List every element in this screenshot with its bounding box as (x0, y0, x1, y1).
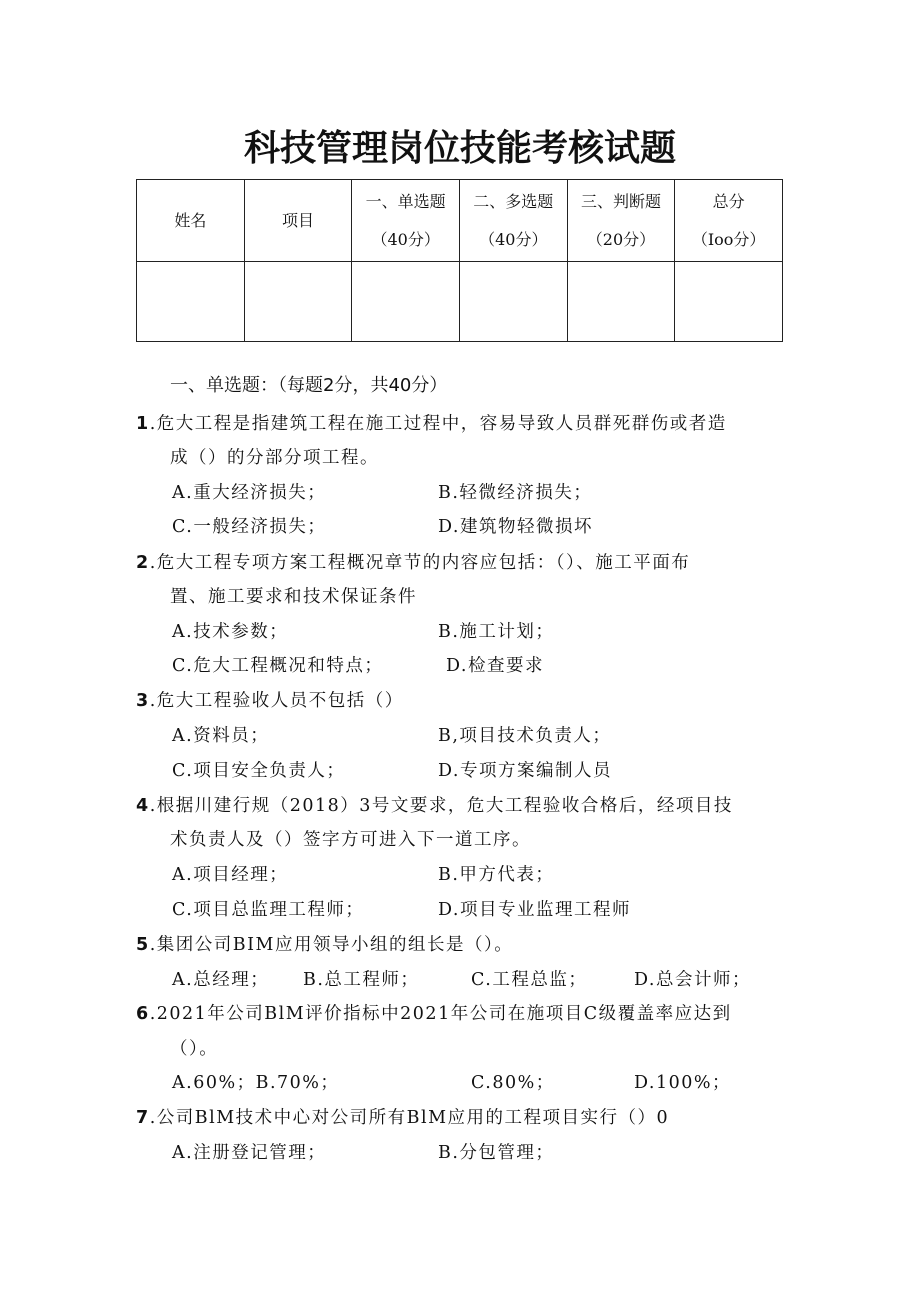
q2-option-c: C.危大工程概况和特点； (172, 656, 384, 676)
q1-option-a: A.重大经济损失； (172, 483, 327, 503)
q7-option-a: A.注册登记管理； (172, 1143, 327, 1163)
q6-option-d: D.100%； (634, 1073, 732, 1093)
header-total: 总分 （Ioo分） (675, 180, 783, 262)
q4-option-a: A.项目经理； (172, 865, 289, 885)
question-2: 2.危大工程专项方案工程概况章节的内容应包括：（）、施工平面布 (136, 553, 691, 573)
q3-option-d: D.专项方案编制人员 (438, 761, 612, 781)
header-true-false: 三、判断题 （20分） (567, 180, 675, 262)
question-1-cont: 成（）的分部分项工程。 (170, 448, 379, 468)
score-table (136, 179, 783, 342)
q1-option-c: C.一般经济损失； (172, 517, 327, 537)
q5-option-c: C.工程总监； (471, 970, 588, 990)
q5-option-b: B.总工程师； (303, 970, 420, 990)
header-multi-choice: 二、多选题 （40分） (459, 180, 567, 262)
cell-total-score[interactable] (675, 262, 783, 342)
header-name: 姓名 (137, 180, 245, 262)
q1-option-d: D.建筑物轻微损坏 (438, 517, 593, 537)
q2-option-a: A.技术参数； (172, 622, 289, 642)
question-2-cont: 置、施工要求和技术保证条件 (170, 587, 417, 607)
q7-option-b: B.分包管理； (438, 1143, 555, 1163)
q3-option-b: B,项目技术负责人； (438, 726, 612, 746)
q5-option-d: D.总会计师； (634, 970, 751, 990)
header-project: 项目 (244, 180, 352, 262)
q6-option-c: C.80%； (471, 1073, 555, 1093)
q2-option-d: D.检查要求 (446, 656, 544, 676)
q4-option-d: D.项目专业监理工程师 (438, 900, 631, 920)
cell-project[interactable] (244, 262, 352, 342)
q6-option-ab: A.60%；B.70%； (172, 1073, 340, 1093)
q1-option-b: B.轻微经济损失； (438, 483, 593, 503)
q3-option-a: A.资料员； (172, 726, 270, 746)
cell-judge-score[interactable] (567, 262, 675, 342)
q4-option-c: C.项目总监理工程师； (172, 900, 365, 920)
question-5: 5.集团公司BIM应用领导小组的组长是（）。 (136, 935, 514, 955)
question-4: 4.根据川建行规（2018）3号文要求，危大工程验收合格后，经项目技 (136, 796, 733, 816)
score-table-blank-row (137, 262, 783, 342)
cell-multi-score[interactable] (459, 262, 567, 342)
score-table-header-row (137, 180, 783, 262)
section-heading: 一、单选题：（每题2分，共40分） (170, 375, 448, 396)
question-6-cont: （）。 (170, 1039, 219, 1059)
q3-option-c: C.项目安全负责人； (172, 761, 346, 781)
question-4-cont: 术负责人及（）签字方可进入下一道工序。 (170, 830, 531, 850)
q4-option-b: B.甲方代表； (438, 865, 555, 885)
cell-name[interactable] (137, 262, 245, 342)
question-3: 3.危大工程验收人员不包括（） (136, 691, 404, 711)
q2-option-b: B.施工计划； (438, 622, 555, 642)
question-7: 7.公司BlM技术中心对公司所有BlM应用的工程项目实行（）0 (136, 1108, 670, 1128)
question-6: 6.2021年公司BlM评价指标中2021年公司在施项目C级覆盖率应达到 (136, 1004, 732, 1024)
q5-option-a: A.总经理； (172, 970, 270, 990)
question-1: 1.危大工程是指建筑工程在施工过程中，容易导致人员群死群伤或者造 (136, 414, 727, 434)
cell-single-score[interactable] (352, 262, 460, 342)
page-title: 科技管理岗位技能考核试题 (243, 128, 676, 169)
header-single-choice: 一、单选题 （40分） (352, 180, 460, 262)
